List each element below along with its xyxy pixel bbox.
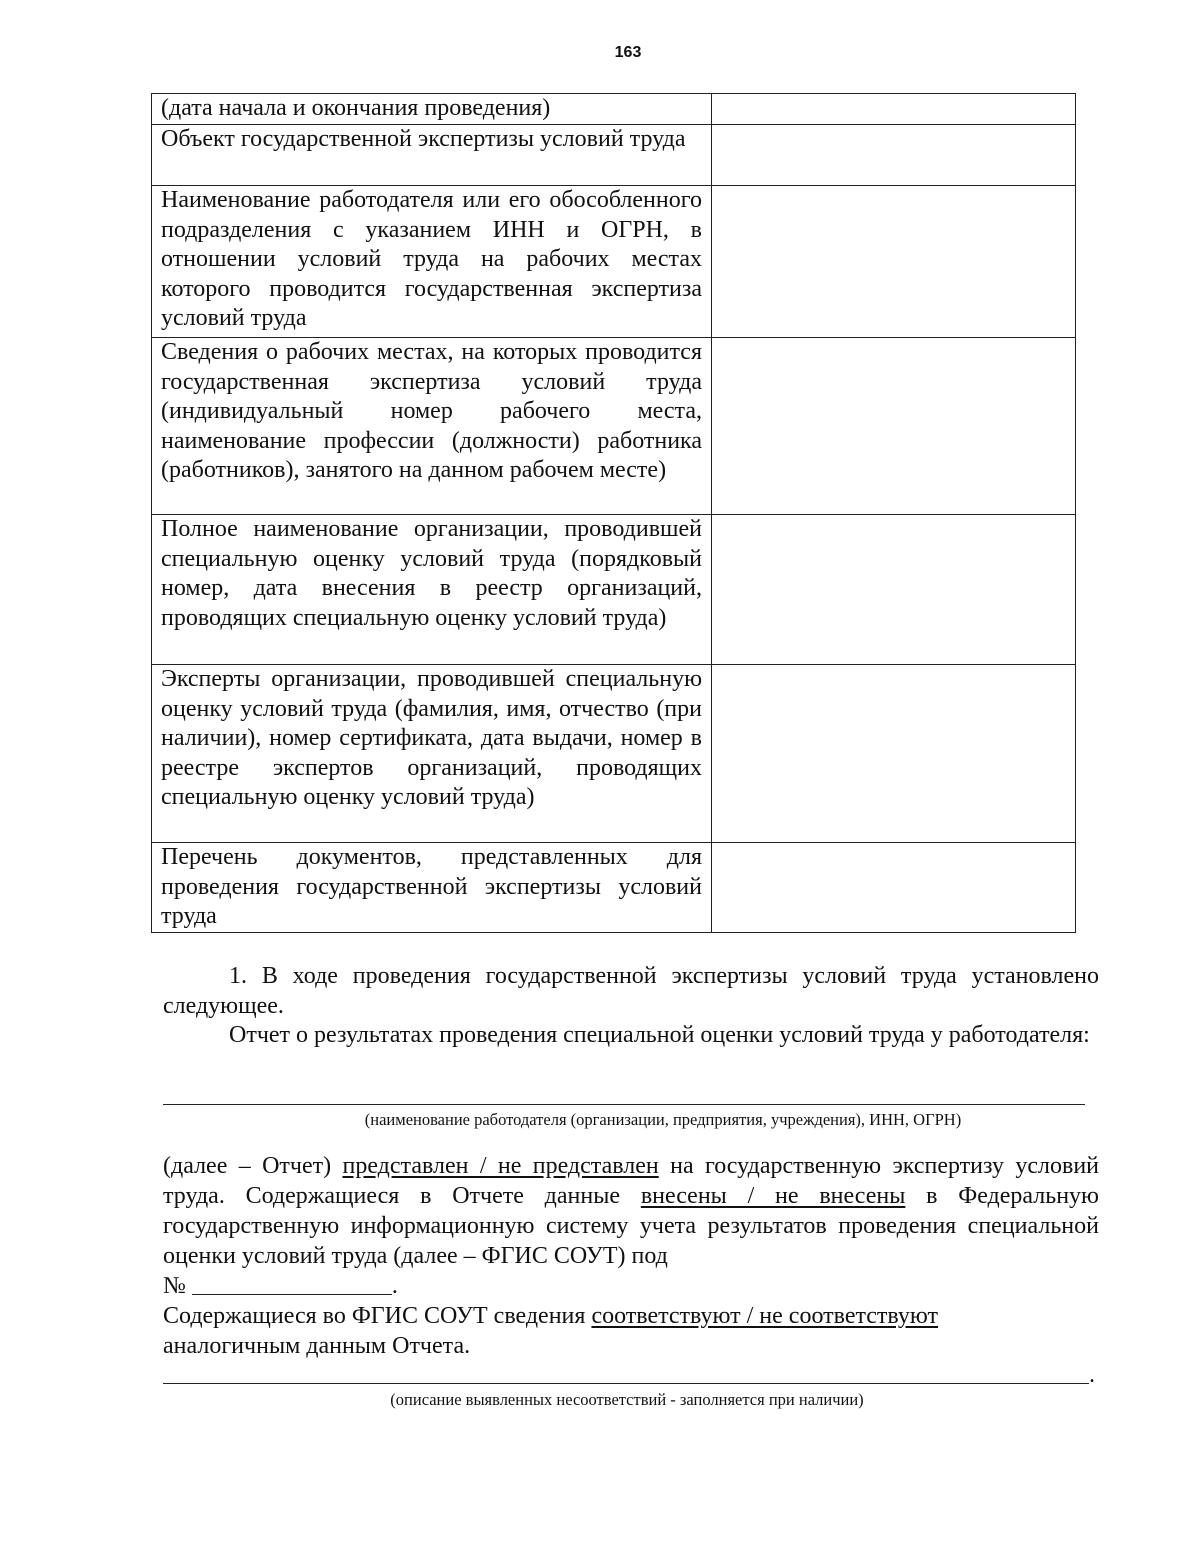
employer-line-caption: (наименование работодателя (организации, предприятия, учреждения), ИНН, ОГРН) [364, 1110, 962, 1129]
report-prefix: (далее – Отчет) [163, 1153, 343, 1179]
fgis-tail: аналогичным данным Отчета. [163, 1333, 471, 1359]
row-label-workplaces: Сведения о рабочих местах, на которых проводится государственная экспертиза условий труда (индивидуальный номер рабочего места, наименование профессии (должности) работника (работников), занятого на данном рабочем месте) [152, 338, 712, 515]
discrepancy-fill-line[interactable] [163, 1383, 1089, 1384]
row-label-experts: Эксперты организации, проводившей специальную оценку условий труда (фамилия, имя, отчество (при наличии), номер сертификата, дата выдачи, номер в реестре экспертов организаций, проводящих специальную оценку условий труда) [152, 665, 712, 843]
row-value-workplaces[interactable] [712, 338, 1076, 515]
number-end: . [391, 1273, 398, 1299]
table-row [152, 338, 1076, 515]
table-row [152, 186, 1076, 338]
row-value-dates[interactable] [712, 94, 1076, 125]
conformity-option[interactable]: соответствуют / не соответствуют [591, 1303, 939, 1329]
discrepancy-line-caption: (описание выявленных несоответствий - заполняется при наличии) [390, 1390, 864, 1409]
row-value-documents[interactable] [712, 843, 1076, 933]
table-row [152, 515, 1076, 665]
expertise-info-table [151, 93, 1076, 933]
number-sign: № [163, 1273, 186, 1299]
table-row [152, 665, 1076, 843]
row-value-object[interactable] [712, 125, 1076, 186]
row-label-organization: Полное наименование организации, проводившей специальную оценку условий труда (порядковый номер, дата внесения в реестр организаций, проводящих специальную оценку условий труда) [152, 515, 712, 665]
entered-option[interactable]: внесены / не внесены [640, 1183, 906, 1209]
report-intro-paragraph: Отчет о результатах проведения специальной оценки условий труда у работодателя: [229, 1022, 1090, 1048]
employer-fill-line[interactable] [163, 1104, 1085, 1105]
row-label-documents: Перечень документов, представленных для проведения государственной экспертизы условий труда [152, 843, 712, 933]
submitted-option[interactable]: представлен / не представлен [342, 1153, 659, 1179]
row-value-organization[interactable] [712, 515, 1076, 665]
row-label-employer: Наименование работодателя или его обособленного подразделения с указанием ИНН и ОГРН, в отношении условий труда на рабочих местах которого проводится государственная экспертиза условий труда [152, 186, 712, 338]
table-row [152, 125, 1076, 186]
table-row [152, 94, 1076, 125]
report-status-paragraph [163, 1151, 1099, 1361]
page-number: 163 [614, 44, 642, 61]
report-tail: в Федеральную государственную информационную систему учета результатов проведения специальной оценки условий труда (далее – ФГИС СОУТ) под [163, 1183, 1099, 1269]
registry-number-field[interactable] [192, 1272, 392, 1295]
discrepancy-line-end: . [1089, 1362, 1095, 1388]
findings-paragraph: 1. В ходе проведения государственной экспертизы условий труда установлено следующее. [163, 963, 1099, 1019]
table-row [152, 843, 1076, 933]
row-label-object: Объект государственной экспертизы условий труда [152, 125, 712, 186]
report-mid: на государственную экспертизу условий труда. Содержащиеся в Отчете данные [163, 1153, 1099, 1209]
row-value-experts[interactable] [712, 665, 1076, 843]
row-value-employer[interactable] [712, 186, 1076, 338]
fgis-prefix: Содержащиеся во ФГИС СОУТ сведения [163, 1303, 592, 1329]
row-label-dates: (дата начала и окончания проведения) [152, 94, 712, 125]
